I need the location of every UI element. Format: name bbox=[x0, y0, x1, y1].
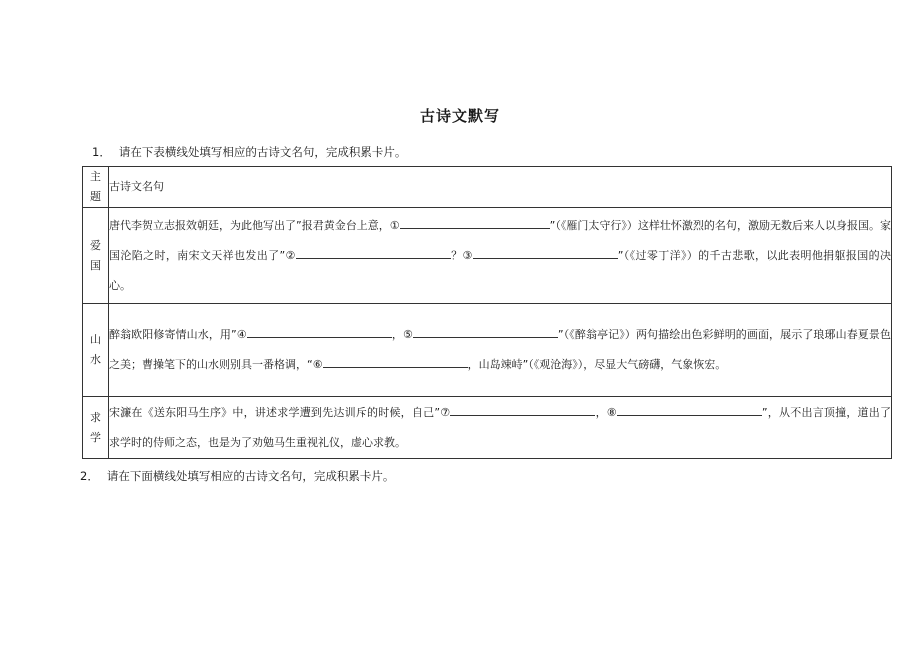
question-2-text: 请在下面横线处填写相应的古诗文名句，完成积累卡片。 bbox=[106, 469, 395, 483]
table-row-landscape bbox=[83, 304, 892, 397]
blank-marker-3: ③ bbox=[462, 248, 473, 262]
blank-1[interactable] bbox=[400, 213, 550, 229]
row-text: 宋濂在《送东阳马生序》中，讲述求学遭到先达训斥的时候，自己” bbox=[109, 405, 441, 419]
page-title: 古诗文默写 bbox=[419, 107, 500, 125]
theme-char-1: 爱 bbox=[90, 238, 101, 252]
theme-char-2: 水 bbox=[90, 353, 101, 366]
blank-8[interactable] bbox=[617, 400, 762, 416]
question-1-text: 请在下表横线处填写相应的古诗文名句，完成积累卡片。 bbox=[118, 145, 407, 159]
blank-4[interactable] bbox=[247, 322, 392, 338]
row-text: ，山岛竦峙”（《观沧海》），尽显大气磅礴，气象恢宏。 bbox=[467, 358, 727, 371]
blank-marker-7: ⑦ bbox=[440, 405, 451, 419]
header-theme-char-1: 主 bbox=[90, 170, 101, 183]
question-1 bbox=[92, 144, 406, 160]
row-text: ”（《雁门太守行》）这样壮怀激烈的名句，激励无数后来人以身报国。家国沦陷之时，南宋文天祥也发出了” bbox=[109, 218, 891, 262]
table-header-row bbox=[83, 167, 892, 208]
row-text: ”（《过零丁洋》）的千古悲歌，以此表明他捐躯报国的决心。 bbox=[109, 248, 891, 292]
theme-cell-study bbox=[83, 397, 109, 459]
row-text: ， bbox=[391, 328, 403, 341]
theme-char-2: 国 bbox=[90, 258, 101, 272]
blank-marker-1: ① bbox=[389, 218, 400, 232]
row-text: 唐代李贺立志报效朝廷，为此他写出了”报君黄金台上意， bbox=[109, 218, 390, 232]
poetry-card-table bbox=[82, 166, 892, 459]
theme-char-1: 山 bbox=[90, 333, 101, 346]
content-cell-study bbox=[109, 397, 892, 459]
header-content-cell: 古诗文名句 bbox=[109, 167, 892, 208]
header-theme-char-2: 题 bbox=[90, 190, 101, 203]
blank-2[interactable] bbox=[296, 243, 451, 259]
table-row-study bbox=[83, 397, 892, 459]
question-1-number: 1． bbox=[92, 145, 111, 159]
content-cell-patriotism bbox=[109, 208, 892, 304]
theme-char-2: 学 bbox=[90, 430, 101, 444]
row-text: ， bbox=[595, 405, 607, 419]
table-row-patriotism bbox=[83, 208, 892, 304]
blank-7[interactable] bbox=[450, 400, 595, 416]
blank-marker-8: ⑧ bbox=[606, 405, 617, 419]
header-theme-cell bbox=[83, 167, 109, 208]
row-text: ”，从不出言顶撞，道出了求学时的侍师之态，也是为了劝勉马生重视礼仪，虚心求教。 bbox=[109, 405, 891, 449]
row-text: 醉翁欧阳修寄情山水，用” bbox=[109, 328, 237, 341]
content-cell-landscape bbox=[109, 304, 892, 397]
theme-cell-patriotism bbox=[83, 208, 109, 304]
row-text: ”（《醉翁亭记》）两句描绘出色彩鲜明的画面，展示了琅琊山春夏景色之美；曹操笔下的山水则别具一番格调，“ bbox=[109, 328, 891, 371]
blank-marker-5: ⑤ bbox=[402, 328, 413, 341]
blank-3[interactable] bbox=[473, 243, 618, 259]
blank-marker-2: ② bbox=[285, 248, 296, 262]
blank-6[interactable] bbox=[323, 352, 468, 368]
question-2 bbox=[80, 468, 394, 484]
question-2-number: 2． bbox=[80, 469, 99, 483]
blank-marker-6: ⑥ bbox=[312, 358, 323, 371]
blank-5[interactable] bbox=[413, 322, 558, 338]
row-text: ？ bbox=[450, 248, 463, 262]
theme-cell-landscape bbox=[83, 304, 109, 397]
theme-char-1: 求 bbox=[90, 410, 101, 424]
blank-marker-4: ④ bbox=[236, 328, 247, 341]
